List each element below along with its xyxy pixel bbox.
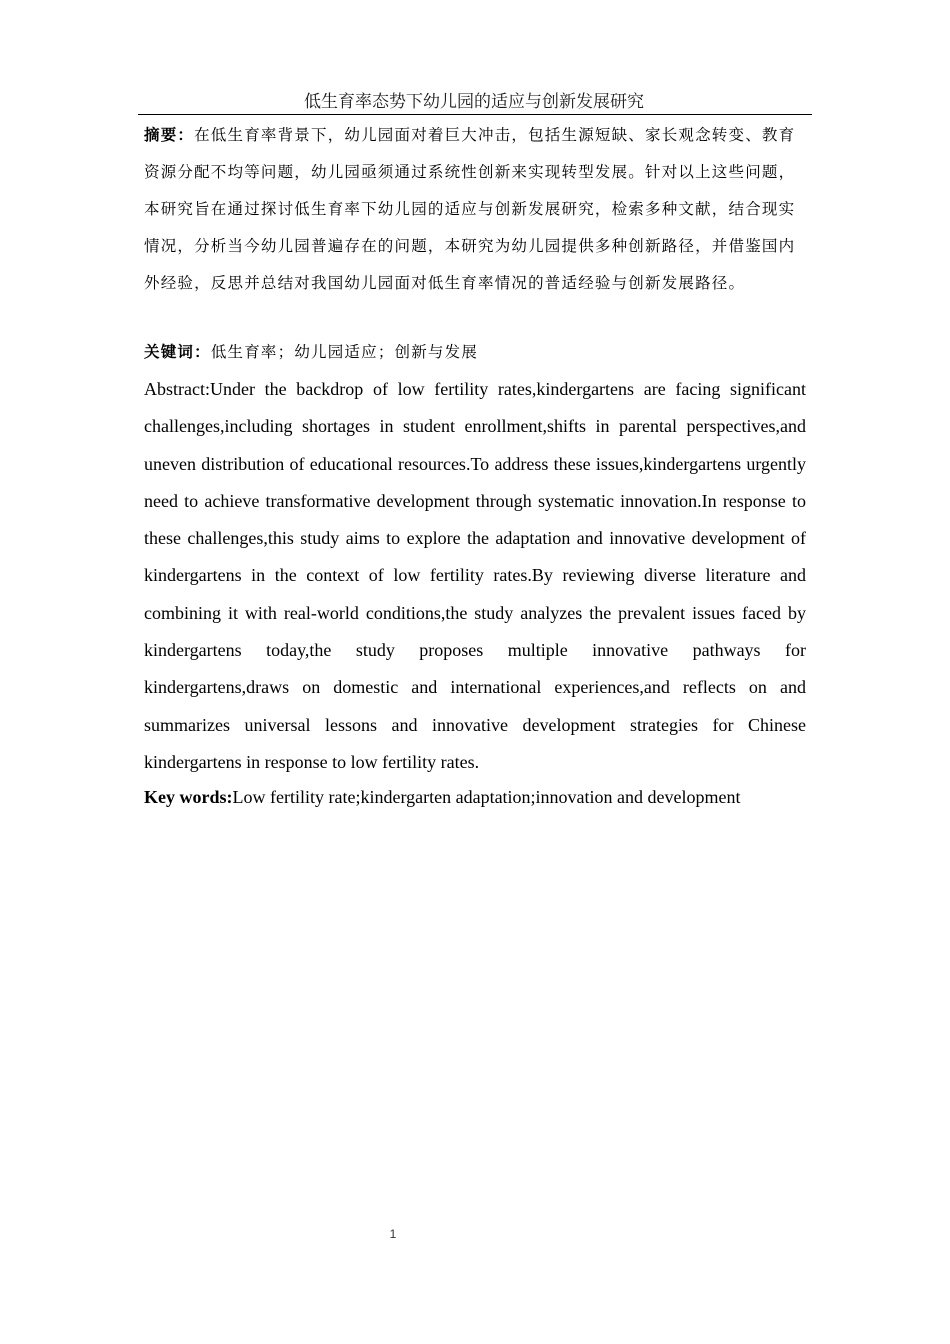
- english-keywords-text: Low fertility rate;kindergarten adaptation;innovation and development: [232, 787, 741, 807]
- chinese-abstract: [144, 116, 810, 302]
- chinese-keywords-text: 低生育率；幼儿园适应；创新与发展: [210, 343, 479, 361]
- english-keywords: [144, 783, 806, 811]
- english-abstract: Abstract:Under the backdrop of low fertility rates,kindergartens are facing significant challenges,including shortages in student enrollment,shifts in parental perspectives,and uneven distribution of educational resources.To address these issues,kindergartens urgently need to achieve transformative development through systematic innovation.In response to these challenges,this study aims to explore the adaptation and innovative development of kindergartens in the context of low fertility rates.By reviewing diverse literature and combining it with real-world conditions,the study analyzes the prevalent issues faced by kindergartens today,the study proposes multiple innovative pathways for kindergartens,draws on domestic and international experiences,and reflects on and summarizes universal lessons and innovative development strategies for Chinese kindergartens in response to low fertility rates.: [144, 379, 806, 772]
- english-keywords-label: Key words:: [144, 787, 233, 807]
- page-number: 1: [389, 1227, 397, 1241]
- chinese-keywords-label: 关键词：: [144, 342, 211, 361]
- chinese-abstract-text: 在低生育率背景下，幼儿园面对着巨大冲击，包括生源短缺、家长观念转变、教育资源分配不均等问题，幼儿园亟须通过系统性创新来实现转型发展。针对以上这些问题，本研究旨在通过探讨低生育率下幼儿园的适应与创新发展研究，检索多种文献，结合现实情况，分析当今幼儿园普遍存在的问题，本研究为幼儿园提供多种创新路径，并借鉴国内外经验，反思并总结对我国幼儿园面对低生育率情况的普适经验与创新发展路径。: [144, 126, 796, 292]
- chinese-keywords: [144, 337, 810, 367]
- running-header-title: 低生育率态势下幼儿园的适应与创新发展研究: [304, 92, 644, 112]
- header-divider: [138, 114, 812, 115]
- chinese-abstract-label: 摘要：: [144, 125, 195, 144]
